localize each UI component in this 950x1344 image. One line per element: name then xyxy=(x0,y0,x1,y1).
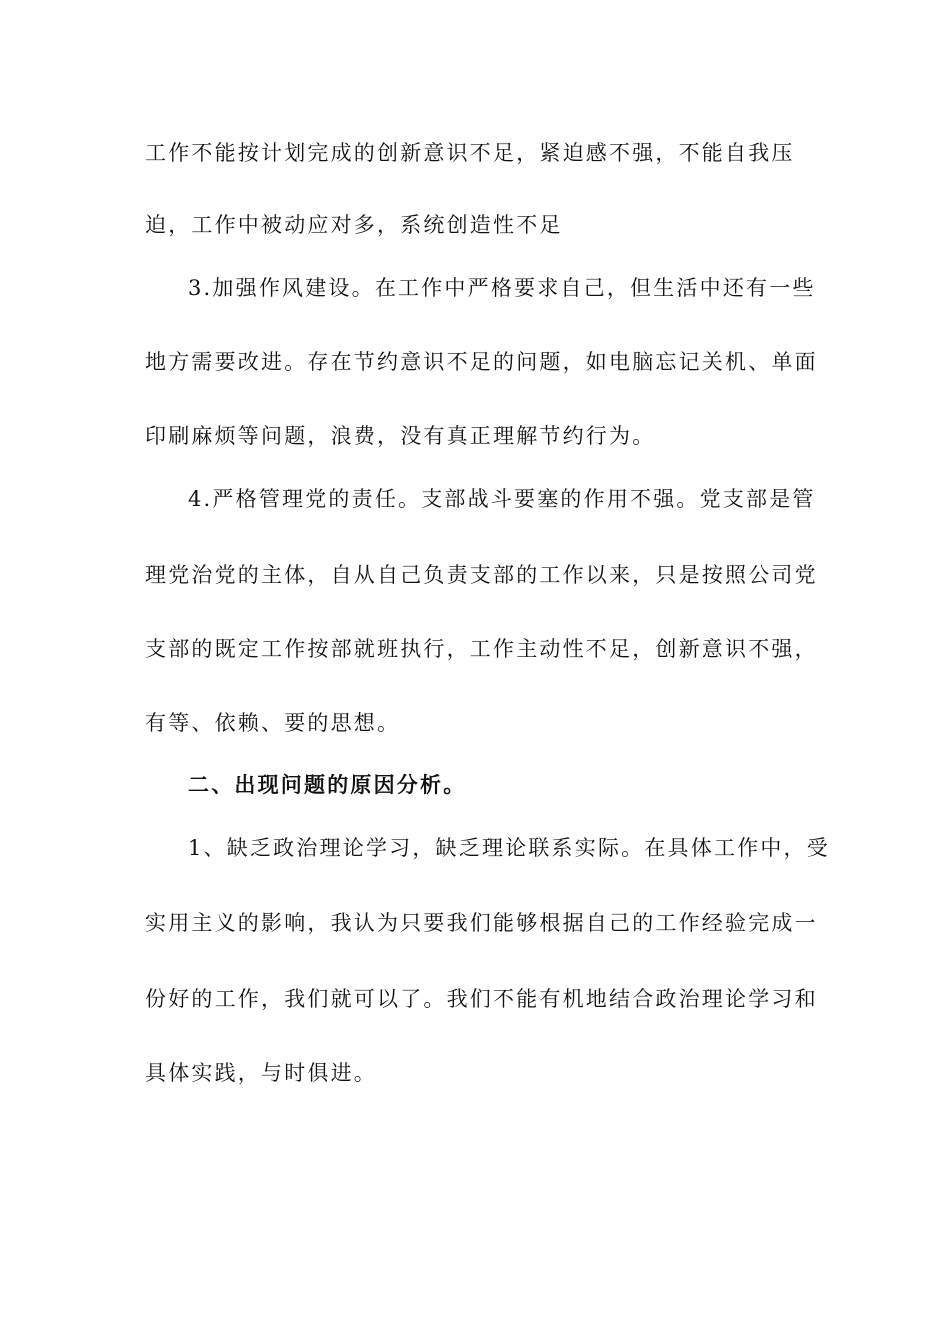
paragraph-line: 1、缺乏政治理论学习，缺乏理论联系实际。在具体工作中，受 xyxy=(188,836,830,860)
section-heading: 二、出现问题的原因分析。 xyxy=(188,772,467,797)
paragraph-line: 实用主义的影响，我认为只要我们能够根据自己的工作经验完成一 xyxy=(145,911,818,935)
paragraph-line: 份好的工作，我们就可以了。我们不能有机地结合政治理论学习和 xyxy=(145,987,818,1011)
paragraph-line: 迫，工作中被动应对多，系统创造性不足 xyxy=(145,213,563,237)
paragraph-line: 支部的既定工作按部就班执行，工作主动性不足，创新意识不强， xyxy=(145,637,818,661)
paragraph-line: 3.加强作风建设。在工作中严格要求自己，但生活中还有一些 xyxy=(188,276,816,300)
paragraph-line: 具体实践，与时俱进。 xyxy=(145,1061,377,1085)
paragraph-line: 4.严格管理党的责任。支部战斗要塞的作用不强。党支部是管 xyxy=(188,487,816,511)
paragraph-line: 理党治党的主体，自从自己负责支部的工作以来，只是按照公司党 xyxy=(145,563,818,587)
paragraph-line: 工作不能按计划完成的创新意识不足，紧迫感不强，不能自我压 xyxy=(145,141,795,165)
paragraph-line: 地方需要改进。存在节约意识不足的问题，如电脑忘记关机、单面 xyxy=(145,350,818,374)
paragraph-line: 印刷麻烦等问题，浪费，没有真正理解节约行为。 xyxy=(145,424,656,448)
paragraph-line: 有等、依赖、要的思想。 xyxy=(145,711,401,735)
